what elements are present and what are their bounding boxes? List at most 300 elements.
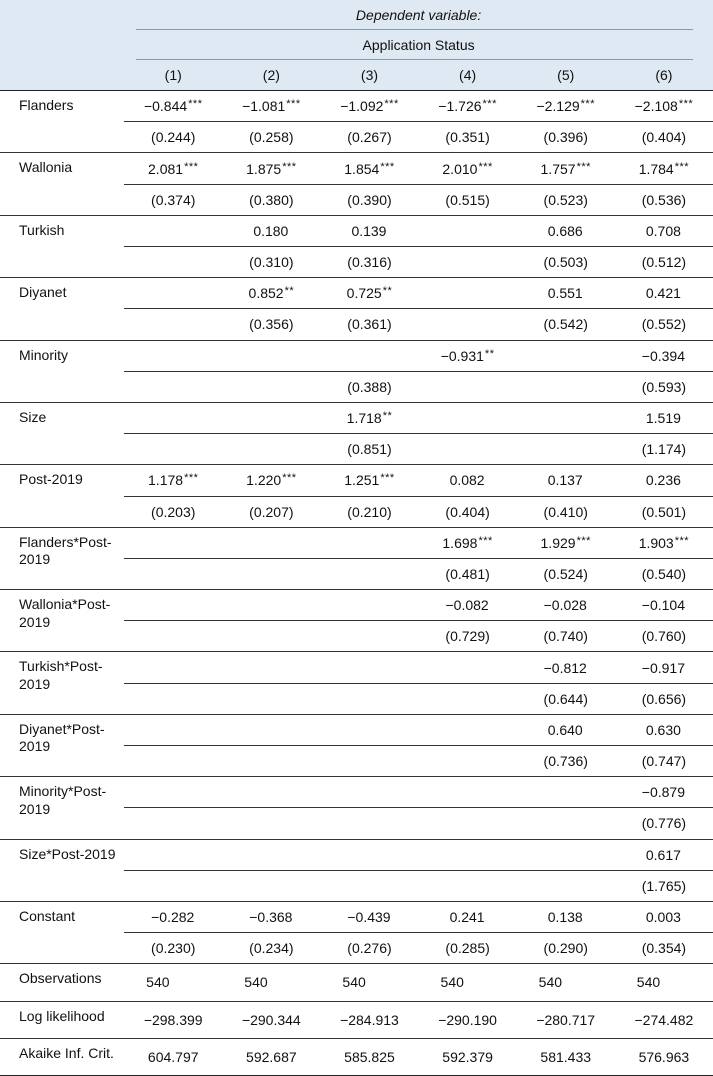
standard-error-cell — [124, 870, 222, 901]
standard-error-cell: (0.404) — [419, 496, 517, 527]
coefficient-cell — [320, 465, 418, 496]
coefficient-cell — [320, 901, 418, 932]
row-label: Minority*Post-2019 — [0, 777, 124, 839]
coefficient-cell — [320, 714, 418, 745]
coefficient-value: 0.725 — [346, 285, 382, 302]
stat-value: 592.687 — [222, 1038, 320, 1075]
coefficient-cell — [222, 714, 320, 745]
standard-error-cell: (0.410) — [517, 496, 615, 527]
significance-stars: *** — [282, 472, 297, 485]
standard-error-cell: (0.404) — [615, 122, 713, 153]
standard-error-cell: (0.656) — [615, 683, 713, 714]
row-label: Flanders*Post-2019 — [0, 527, 124, 589]
coefficient-value: 1.875 — [246, 160, 282, 177]
standard-error-cell — [124, 434, 222, 465]
dependent-variable-label: Dependent variable: — [124, 0, 713, 30]
standard-error-cell: (0.351) — [419, 122, 517, 153]
table-row — [0, 652, 713, 683]
coefficient-value: 0.708 — [645, 222, 681, 239]
coefficient-value: 0.551 — [547, 285, 583, 302]
stat-row — [0, 1038, 713, 1075]
significance-stars: *** — [184, 472, 199, 485]
coefficient-cell — [222, 777, 320, 808]
standard-error-cell: (0.747) — [615, 746, 713, 777]
standard-error-cell: (0.524) — [517, 558, 615, 589]
standard-error-cell: (0.203) — [124, 496, 222, 527]
standard-error-cell — [320, 558, 418, 589]
standard-error-cell: (0.388) — [320, 371, 418, 402]
standard-error-cell: (1.174) — [615, 434, 713, 465]
standard-error-cell — [222, 434, 320, 465]
standard-error-cell: (0.776) — [615, 808, 713, 839]
coefficient-cell — [124, 153, 222, 184]
coefficient-cell — [222, 340, 320, 371]
column-header: (1) — [124, 60, 222, 90]
standard-error-cell — [419, 309, 517, 340]
stat-value: 604.797 — [124, 1038, 222, 1075]
coefficient-value: 2.010 — [442, 160, 478, 177]
table-row — [0, 901, 713, 932]
column-header: (3) — [320, 60, 418, 90]
column-header: (2) — [222, 60, 320, 90]
standard-error-cell: (0.540) — [615, 558, 713, 589]
coefficient-cell — [419, 278, 517, 309]
row-label: Turkish — [0, 215, 124, 277]
coefficient-value: 0.852 — [248, 285, 284, 302]
coefficient-cell — [320, 590, 418, 621]
stat-value: 540 — [615, 964, 713, 1001]
coefficient-value: 1.854 — [344, 160, 380, 177]
coefficient-value: 0.640 — [547, 721, 583, 738]
coefficient-cell — [615, 340, 713, 371]
stat-value: −280.717 — [517, 1001, 615, 1038]
coefficient-cell — [419, 153, 517, 184]
table-row — [0, 465, 713, 496]
coefficient-cell — [124, 91, 222, 122]
significance-stars: *** — [380, 160, 395, 173]
significance-stars: *** — [188, 98, 203, 111]
table-row — [0, 215, 713, 246]
coefficient-cell — [615, 839, 713, 870]
standard-error-cell: (0.740) — [517, 621, 615, 652]
significance-stars: *** — [184, 160, 199, 173]
standard-error-cell: (0.354) — [615, 933, 713, 964]
table-row — [0, 340, 713, 371]
coefficient-value: −1.726 — [438, 98, 482, 115]
coefficient-value: −0.028 — [543, 597, 587, 614]
significance-stars: *** — [286, 98, 301, 111]
standard-error-cell: (0.503) — [517, 247, 615, 278]
coefficient-cell — [419, 91, 517, 122]
standard-error-cell — [124, 371, 222, 402]
coefficient-value: −0.368 — [249, 909, 293, 926]
standard-error-cell: (0.396) — [517, 122, 615, 153]
coefficient-cell — [419, 402, 517, 433]
standard-error-cell: (0.644) — [517, 683, 615, 714]
stat-value: −284.913 — [320, 1001, 418, 1038]
coefficient-cell — [419, 465, 517, 496]
significance-stars: ** — [484, 347, 495, 360]
stat-value: 540 — [222, 964, 320, 1001]
row-label: Size — [0, 402, 124, 464]
coefficient-cell — [517, 527, 615, 558]
table-row — [0, 153, 713, 184]
stat-value: 576.963 — [615, 1038, 713, 1075]
coefficient-cell — [124, 777, 222, 808]
coefficient-cell — [320, 340, 418, 371]
coefficient-cell — [124, 402, 222, 433]
table-row — [0, 714, 713, 745]
coefficient-cell — [320, 839, 418, 870]
standard-error-cell — [124, 558, 222, 589]
table-row — [0, 527, 713, 558]
coefficient-value: 1.718 — [346, 410, 382, 427]
row-label: Constant — [0, 901, 124, 963]
coefficient-cell — [419, 340, 517, 371]
coefficient-value: −2.129 — [536, 98, 580, 115]
coefficient-cell — [124, 278, 222, 309]
coefficient-value: 0.137 — [547, 472, 583, 489]
standard-error-cell: (0.356) — [222, 309, 320, 340]
coefficient-value: 0.421 — [645, 285, 681, 302]
significance-stars: *** — [380, 472, 395, 485]
coefficient-cell — [517, 714, 615, 745]
coefficient-value: 0.180 — [253, 222, 289, 239]
table-row — [0, 402, 713, 433]
standard-error-cell — [222, 621, 320, 652]
coefficient-cell — [517, 153, 615, 184]
standard-error-cell — [419, 870, 517, 901]
coefficient-cell — [615, 215, 713, 246]
stat-value: 540 — [320, 964, 418, 1001]
standard-error-cell — [222, 683, 320, 714]
coefficient-cell — [615, 590, 713, 621]
row-label: Diyanet — [0, 278, 124, 340]
coefficient-cell — [419, 714, 517, 745]
coefficient-cell — [124, 215, 222, 246]
coefficient-value: −0.439 — [347, 909, 391, 926]
coefficient-cell — [124, 901, 222, 932]
standard-error-cell — [222, 558, 320, 589]
significance-stars: *** — [482, 98, 497, 111]
coefficient-cell — [124, 652, 222, 683]
coefficient-cell — [222, 402, 320, 433]
coefficient-cell — [124, 714, 222, 745]
coefficient-cell — [517, 402, 615, 433]
stat-label: Observations — [0, 964, 124, 1001]
coefficient-value: −0.104 — [641, 597, 685, 614]
standard-error-cell: (0.258) — [222, 122, 320, 153]
table-row — [0, 91, 713, 122]
significance-stars: *** — [478, 160, 493, 173]
row-label: Wallonia — [0, 153, 124, 215]
standard-error-cell — [419, 683, 517, 714]
stat-label: Log likelihood — [0, 1001, 124, 1038]
coefficient-cell — [517, 465, 615, 496]
coefficient-value: −0.917 — [641, 659, 685, 676]
coefficient-cell — [320, 91, 418, 122]
coefficient-value: 1.784 — [638, 160, 674, 177]
stat-label: Akaike Inf. Crit. — [0, 1038, 124, 1075]
coefficient-value: 0.686 — [547, 222, 583, 239]
coefficient-value: 0.241 — [449, 909, 485, 926]
standard-error-cell: (0.207) — [222, 496, 320, 527]
table-row — [0, 839, 713, 870]
column-header: (4) — [419, 60, 517, 90]
standard-error-cell: (0.851) — [320, 434, 418, 465]
significance-stars: *** — [576, 160, 591, 173]
table-body — [0, 91, 713, 1076]
standard-error-cell — [124, 683, 222, 714]
coefficient-cell — [419, 215, 517, 246]
standard-error-cell: (0.276) — [320, 933, 418, 964]
stat-value: −290.344 — [222, 1001, 320, 1038]
coefficient-value: −0.282 — [151, 909, 195, 926]
row-label: Flanders — [0, 91, 124, 153]
standard-error-cell: (0.536) — [615, 184, 713, 215]
standard-error-cell: (0.729) — [419, 621, 517, 652]
standard-error-cell: (0.760) — [615, 621, 713, 652]
coefficient-value: 1.698 — [442, 534, 478, 551]
standard-error-cell: (0.290) — [517, 933, 615, 964]
standard-error-cell — [517, 371, 615, 402]
standard-error-cell — [419, 808, 517, 839]
standard-error-cell — [517, 434, 615, 465]
table-row — [0, 590, 713, 621]
coefficient-cell — [419, 839, 517, 870]
header-row-name — [0, 30, 713, 60]
stat-value: 585.825 — [320, 1038, 418, 1075]
standard-error-cell: (0.481) — [419, 558, 517, 589]
significance-stars: ** — [382, 285, 393, 298]
table-row — [0, 278, 713, 309]
coefficient-cell — [419, 652, 517, 683]
coefficient-value: 0.630 — [645, 721, 681, 738]
standard-error-cell — [419, 746, 517, 777]
coefficient-cell — [222, 278, 320, 309]
coefficient-cell — [222, 91, 320, 122]
standard-error-cell: (0.390) — [320, 184, 418, 215]
standard-error-cell: (0.515) — [419, 184, 517, 215]
coefficient-value: −1.092 — [340, 98, 384, 115]
standard-error-cell: (1.765) — [615, 870, 713, 901]
coefficient-cell — [615, 153, 713, 184]
coefficient-cell — [615, 465, 713, 496]
standard-error-cell: (0.244) — [124, 122, 222, 153]
significance-stars: ** — [284, 285, 295, 298]
standard-error-cell: (0.501) — [615, 496, 713, 527]
coefficient-cell — [124, 340, 222, 371]
coefficient-value: 0.003 — [645, 909, 681, 926]
coefficient-cell — [517, 901, 615, 932]
standard-error-cell: (0.230) — [124, 933, 222, 964]
standard-error-cell — [320, 683, 418, 714]
significance-stars: *** — [282, 160, 297, 173]
standard-error-cell: (0.593) — [615, 371, 713, 402]
row-label: Minority — [0, 340, 124, 402]
coefficient-cell — [615, 278, 713, 309]
header-row-columns — [0, 60, 713, 90]
standard-error-cell: (0.285) — [419, 933, 517, 964]
coefficient-cell — [517, 839, 615, 870]
coefficient-value: 0.082 — [449, 472, 485, 489]
stat-value: 540 — [517, 964, 615, 1001]
coefficient-value: 2.081 — [148, 160, 184, 177]
standard-error-cell — [320, 808, 418, 839]
coefficient-value: 1.903 — [638, 534, 674, 551]
coefficient-cell — [320, 215, 418, 246]
standard-error-cell — [320, 746, 418, 777]
standard-error-cell: (0.310) — [222, 247, 320, 278]
coefficient-value: 1.929 — [540, 534, 576, 551]
coefficient-cell — [222, 465, 320, 496]
coefficient-value: −0.879 — [641, 784, 685, 801]
coefficient-cell — [517, 215, 615, 246]
standard-error-cell — [124, 808, 222, 839]
coefficient-value: −0.812 — [543, 659, 587, 676]
standard-error-cell — [124, 621, 222, 652]
coefficient-cell — [615, 402, 713, 433]
stat-value: 581.433 — [517, 1038, 615, 1075]
standard-error-cell — [124, 247, 222, 278]
coefficient-cell — [419, 901, 517, 932]
row-label: Wallonia*Post-2019 — [0, 590, 124, 652]
row-label: Turkish*Post-2019 — [0, 652, 124, 714]
coefficient-cell — [517, 652, 615, 683]
significance-stars: *** — [580, 98, 595, 111]
coefficient-value: 0.617 — [645, 846, 681, 863]
significance-stars: ** — [382, 410, 393, 423]
coefficient-cell — [222, 839, 320, 870]
standard-error-cell — [124, 746, 222, 777]
standard-error-cell: (0.736) — [517, 746, 615, 777]
coefficient-value: 0.236 — [645, 472, 681, 489]
coefficient-value: 0.139 — [351, 222, 387, 239]
standard-error-cell — [320, 870, 418, 901]
coefficient-cell — [615, 901, 713, 932]
standard-error-cell: (0.267) — [320, 122, 418, 153]
coefficient-cell — [320, 652, 418, 683]
coefficient-cell — [222, 527, 320, 558]
coefficient-cell — [517, 278, 615, 309]
significance-stars: *** — [674, 160, 690, 173]
significance-stars: *** — [384, 98, 399, 111]
standard-error-cell — [222, 870, 320, 901]
stat-value: 540 — [124, 964, 222, 1001]
coefficient-value: −2.108 — [634, 98, 678, 115]
coefficient-cell — [320, 402, 418, 433]
coefficient-value: −0.394 — [641, 347, 685, 364]
standard-error-cell: (0.361) — [320, 309, 418, 340]
standard-error-cell — [419, 434, 517, 465]
coefficient-value: 1.519 — [645, 410, 681, 427]
coefficient-cell — [615, 91, 713, 122]
standard-error-cell: (0.210) — [320, 496, 418, 527]
stat-value: −298.399 — [124, 1001, 222, 1038]
standard-error-cell: (0.542) — [517, 309, 615, 340]
coefficient-cell — [124, 465, 222, 496]
stat-row — [0, 1001, 713, 1038]
coefficient-cell — [222, 901, 320, 932]
standard-error-cell: (0.552) — [615, 309, 713, 340]
coefficient-cell — [615, 777, 713, 808]
standard-error-cell — [517, 870, 615, 901]
coefficient-value: 1.757 — [540, 160, 576, 177]
standard-error-cell: (0.234) — [222, 933, 320, 964]
standard-error-cell: (0.523) — [517, 184, 615, 215]
significance-stars: *** — [678, 98, 694, 111]
coefficient-cell — [320, 153, 418, 184]
standard-error-cell — [124, 309, 222, 340]
coefficient-cell — [517, 590, 615, 621]
coefficient-value: −0.844 — [143, 98, 188, 115]
standard-error-cell — [222, 746, 320, 777]
row-label: Diyanet*Post-2019 — [0, 714, 124, 776]
stat-value: −274.482 — [615, 1001, 713, 1038]
coefficient-cell — [320, 527, 418, 558]
coefficient-value: 1.220 — [246, 472, 282, 489]
header-row-dependent — [0, 0, 713, 30]
coefficient-value: 1.178 — [148, 472, 184, 489]
significance-stars: *** — [478, 534, 493, 547]
coefficient-value: 0.138 — [547, 909, 583, 926]
standard-error-cell: (0.512) — [615, 247, 713, 278]
significance-stars: *** — [576, 534, 591, 547]
stat-value: −290.190 — [419, 1001, 517, 1038]
coefficient-cell — [222, 153, 320, 184]
coefficient-value: −0.931 — [440, 347, 484, 364]
coefficient-cell — [419, 590, 517, 621]
column-header: (5) — [517, 60, 615, 90]
coefficient-cell — [320, 278, 418, 309]
standard-error-cell — [320, 621, 418, 652]
standard-error-cell: (0.374) — [124, 184, 222, 215]
coefficient-cell — [517, 340, 615, 371]
coefficient-cell — [615, 714, 713, 745]
standard-error-cell — [517, 808, 615, 839]
coefficient-cell — [222, 590, 320, 621]
coefficient-cell — [222, 652, 320, 683]
coefficient-value: 1.251 — [344, 472, 380, 489]
stat-value: 540 — [419, 964, 517, 1001]
significance-stars: *** — [674, 534, 690, 547]
row-label: Size*Post-2019 — [0, 839, 124, 901]
standard-error-cell — [419, 247, 517, 278]
coefficient-value: −1.081 — [242, 98, 286, 115]
table-row — [0, 777, 713, 808]
standard-error-cell — [222, 371, 320, 402]
coefficient-cell — [419, 777, 517, 808]
stat-row — [0, 964, 713, 1001]
coefficient-cell — [419, 527, 517, 558]
coefficient-cell — [124, 590, 222, 621]
row-label: Post-2019 — [0, 465, 124, 527]
coefficient-cell — [517, 91, 615, 122]
coefficient-cell — [320, 777, 418, 808]
column-header: (6) — [615, 60, 713, 90]
standard-error-cell — [419, 371, 517, 402]
coefficient-cell — [517, 777, 615, 808]
coefficient-cell — [222, 215, 320, 246]
standard-error-cell: (0.316) — [320, 247, 418, 278]
dependent-variable-name: Application Status — [124, 30, 713, 60]
coefficient-cell — [124, 527, 222, 558]
standard-error-cell: (0.380) — [222, 184, 320, 215]
coefficient-value: −0.082 — [445, 597, 489, 614]
coefficient-cell — [615, 652, 713, 683]
coefficient-cell — [124, 839, 222, 870]
coefficient-cell — [615, 527, 713, 558]
